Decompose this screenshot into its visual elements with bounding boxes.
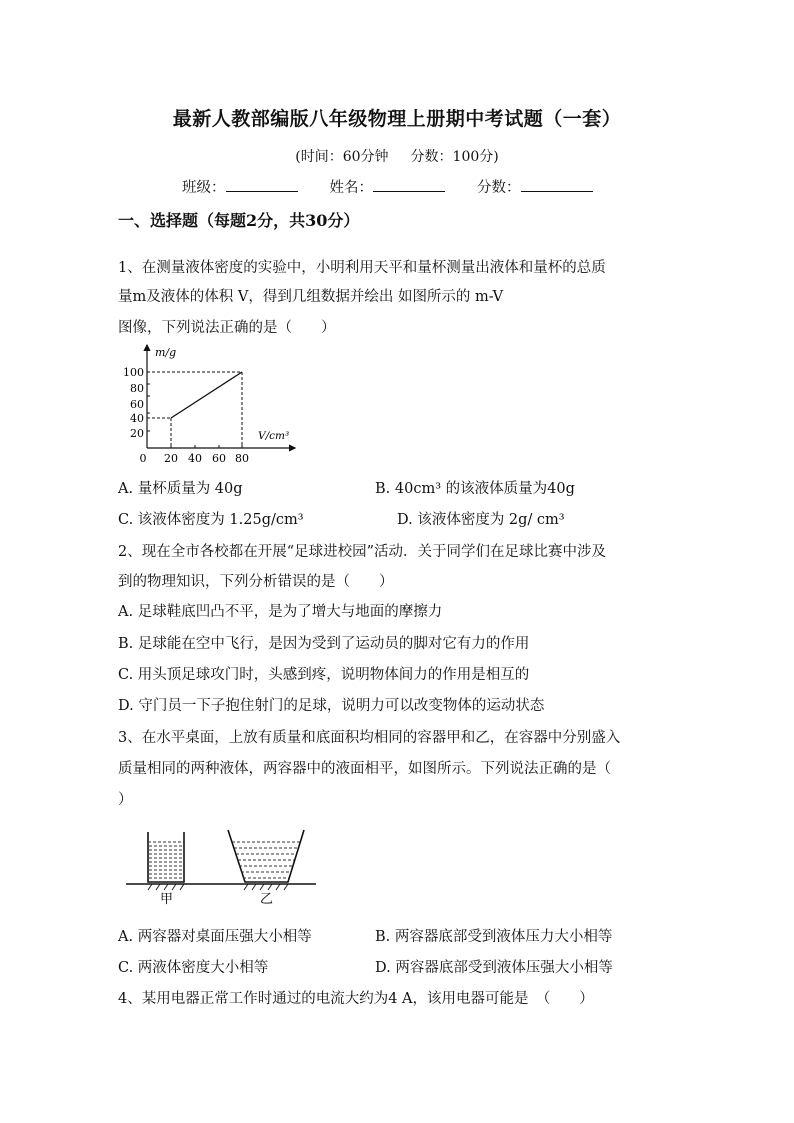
q3-line3: ） — [118, 792, 133, 808]
q2-option-c: C. 用头顶足球攻门时，头感到疼，说明物体间力的作用是相互的 — [118, 667, 530, 683]
q3-option-c: C. 两液体密度大小相等 — [118, 960, 269, 976]
container-jia — [148, 832, 184, 882]
q3-option-b: B. 两容器底部受到液体压力大小相等 — [375, 929, 613, 945]
x-tick-label: 80 — [235, 452, 249, 465]
exam-total-score: 分数：100分) — [410, 149, 499, 165]
exam-time: (时间：60分钟 — [295, 149, 389, 165]
y-tick-label: 60 — [130, 398, 144, 411]
q2-option-a: A. 足球鞋底凹凸不平，是为了增大与地面的摩擦力 — [118, 604, 443, 620]
section-title: 一、选择题（每题2分，共30分） — [118, 211, 360, 230]
container-yi — [228, 830, 304, 882]
q1-line1: 1、在测量液体密度的实验中，小明利用天平和量杯测量出液体和量杯的总质 — [118, 260, 606, 276]
q1-option-d: D. 该液体密度为 2g/ cm³ — [397, 512, 565, 528]
axis-ticks — [147, 372, 242, 448]
q3-line2: 质量相同的两种液体，两容器中的液面相平，如图所示。下列说法正确的是（ — [118, 761, 611, 777]
q3-line1: 3、在水平桌面，上放有质量和底面积均相同的容器甲和乙，在容器中分别盛入 — [118, 730, 621, 746]
q1-line2: 量m及液体的体积 V，得到几组数据并绘出 如图所示的 m-V — [118, 289, 504, 305]
name-label: 姓名： — [329, 180, 373, 196]
q1-line3: 图像，下列说法正确的是（ ） — [118, 320, 336, 336]
dashed-guides — [147, 372, 242, 448]
student-info-row — [182, 176, 593, 197]
m-v-graph — [115, 340, 300, 466]
q4-line1: 4、某用电器正常工作时通过的电流大约为4 A，该用电器可能是 （ ） — [118, 991, 594, 1007]
score-label: 分数： — [477, 180, 521, 196]
y-axis-label: m/g — [155, 346, 177, 359]
liquid-jia — [148, 842, 184, 878]
data-line — [171, 372, 242, 418]
exam-info — [0, 146, 794, 166]
score-blank — [521, 178, 593, 192]
y-tick-label: 80 — [130, 382, 144, 395]
document-title: 最新人教部编版八年级物理上册期中考试题（一套） — [172, 108, 622, 130]
x-tick-label: 60 — [212, 452, 226, 465]
label-yi: 乙 — [260, 892, 274, 907]
containers-figure — [124, 826, 319, 908]
name-blank — [373, 178, 445, 192]
class-label: 班级： — [182, 180, 226, 196]
q1-option-c: C. 该液体密度为 1.25g/cm³ — [118, 512, 304, 528]
q3-option-d: D. 两容器底部受到液体压强大小相等 — [375, 960, 613, 976]
x-tick-label: 40 — [188, 452, 202, 465]
x-tick-label: 20 — [164, 452, 178, 465]
q1-option-b: B. 40cm³ 的该液体质量为40g — [375, 481, 575, 497]
q3-option-a: A. 两容器对桌面压强大小相等 — [118, 929, 312, 945]
ground-hatching — [148, 884, 288, 890]
y-tick-label: 40 — [130, 412, 144, 425]
q2-option-b: B. 足球能在空中飞行，是因为受到了运动员的脚对它有力的作用 — [118, 636, 530, 652]
y-tick-label: 20 — [130, 427, 144, 440]
x-axis-label: V/cm³ — [258, 430, 290, 442]
label-jia: 甲 — [160, 892, 174, 907]
q1-option-a: A. 量杯质量为 40g — [118, 481, 243, 497]
y-tick-label: 100 — [123, 366, 144, 379]
q2-line1: 2、现在全市各校都在开展“足球进校园”活动．关于同学们在足球比赛中涉及 — [118, 544, 607, 560]
q2-option-d: D. 守门员一下子抱住射门的足球，说明力可以改变物体的运动状态 — [118, 698, 545, 714]
q2-line2: 到的物理知识，下列分析错误的是（ ） — [118, 574, 394, 590]
class-blank — [226, 178, 298, 192]
x-tick-label: 0 — [139, 452, 147, 465]
